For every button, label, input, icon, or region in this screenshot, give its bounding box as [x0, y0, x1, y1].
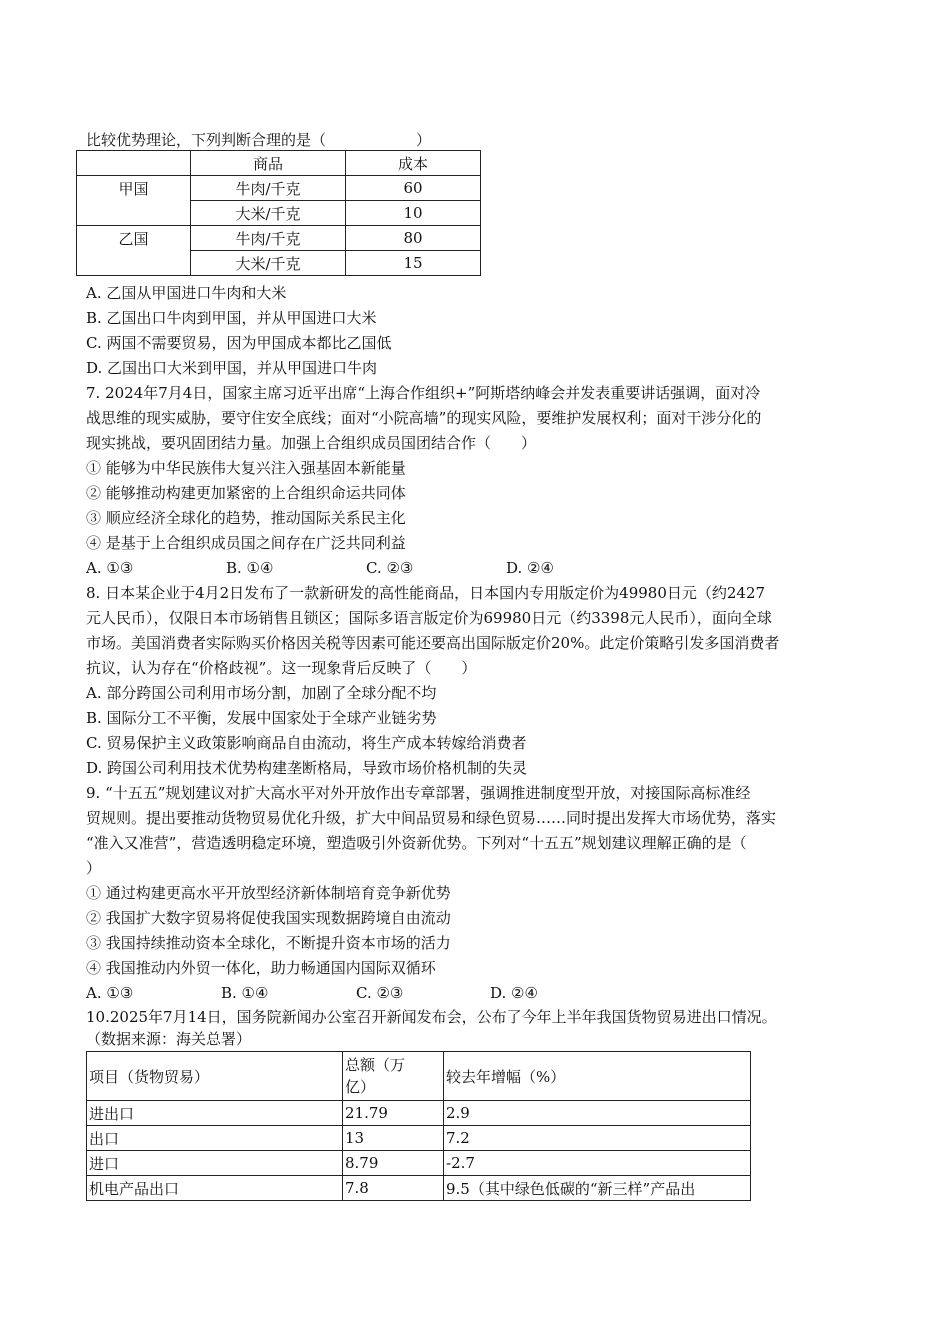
table-cell: 21.79 [343, 1101, 444, 1126]
header-text: 总额（万 [345, 1056, 406, 1074]
table-cell: 机电产品出口 [87, 1176, 343, 1201]
table-cell: 出口 [87, 1126, 343, 1151]
table-cell: 2.9 [444, 1101, 751, 1126]
q9-choice-d: D. ②④ [490, 984, 538, 1002]
q7-choice-a: A. ①③ [86, 559, 134, 577]
table-cell: 7.8 [343, 1176, 444, 1201]
table-cell: 80 [346, 226, 481, 251]
q7-statement: ① 能够为中华民族伟大复兴注入强基固本新能量 [86, 459, 406, 477]
q6-option-c: C. 两国不需要贸易，因为甲国成本都比乙国低 [86, 334, 392, 352]
q9-choice-a: A. ①③ [86, 984, 134, 1002]
q9-stem-line: 贸规则。提出要推动货物贸易优化升级，扩大中间品贸易和绿色贸易……同时提出发挥大市场优势，落实 [86, 809, 777, 827]
table-cell: 7.2 [444, 1126, 751, 1151]
q8-option-d: D. 跨国公司利用技术优势构建垄断格局，导致市场价格机制的失灵 [86, 759, 528, 777]
q6-option-a: A. 乙国从甲国进口牛肉和大米 [86, 284, 287, 302]
q9-stem-line: “准入又准营”，营造透明稳定环境，塑造吸引外资新优势。下列对“十五五”规划建议理解正确的是（ [86, 834, 747, 852]
q8-stem-line: 8. 日本某企业于4月2日发布了一款新研发的高性能商品，日本国内专用版定价为49980日元（约2427 [86, 584, 766, 602]
table-row [77, 176, 481, 201]
table-header-cell: 项目（货物贸易） [87, 1052, 343, 1101]
q9-statement: ① 通过构建更高水平开放型经济新体制培育竞争新优势 [86, 884, 451, 902]
table-row [87, 1126, 751, 1151]
header-text: 亿） [345, 1078, 376, 1096]
table-header-cell: 较去年增幅（%） [444, 1052, 751, 1101]
table-header-cell [77, 151, 191, 176]
table-header-row [77, 151, 481, 176]
table-row [87, 1151, 751, 1176]
q7-choice-d: D. ②④ [506, 559, 554, 577]
q8-option-c: C. 贸易保护主义政策影响商品自由流动，将生产成本转嫁给消费者 [86, 734, 527, 752]
q7-statement: ② 能够推动构建更加紧密的上合组织命运共同体 [86, 484, 406, 502]
q10-stem-line: 10.2025年7月14日，国务院新闻办公室召开新闻发布会，公布了今年上半年我国货物贸易进出口情况。 [86, 1008, 777, 1026]
country-cell: 甲国 [77, 176, 191, 226]
table-row [87, 1101, 751, 1126]
q8-stem-line: 抗议，认为存在“价格歧视”。这一现象背后反映了（ ） [86, 659, 477, 677]
q9-statement: ③ 我国持续推动资本全球化，不断提升资本市场的活力 [86, 934, 451, 952]
table-row [77, 226, 481, 251]
table-header-cell: 成本 [346, 151, 481, 176]
q10-source-note: （数据来源：海关总署） [86, 1030, 252, 1048]
q7-statement: ④ 是基于上合组织成员国之间存在广泛共同利益 [86, 534, 406, 552]
table-cell: 13 [343, 1126, 444, 1151]
q7-choice-c: C. ②③ [366, 559, 414, 577]
q7-stem-line: 7. 2024年7月4日，国家主席习近平出席“上海合作组织+”阿斯塔纳峰会并发表重要讲话强调，面对冷 [86, 384, 761, 402]
table-cell: 进出口 [87, 1101, 343, 1126]
q10-trade-table [86, 1051, 751, 1201]
table-cell: 15 [346, 251, 481, 276]
q9-stem-line: ） [86, 859, 102, 877]
q8-stem-line: 元人民币），仅限日本市场销售且锁区；国际多语言版定价为69980日元（约3398元人民币），面向全球 [86, 609, 772, 627]
table-cell: 牛肉/千克 [191, 176, 346, 201]
q6-option-d: D. 乙国出口大米到甲国，并从甲国进口牛肉 [86, 359, 378, 377]
table-cell: 9.5（其中绿色低碳的“新三样”产品出 [444, 1176, 751, 1201]
q7-statement: ③ 顺应经济全球化的趋势，推动国际关系民主化 [86, 509, 406, 527]
table-cell: 8.79 [343, 1151, 444, 1176]
table-cell: 大米/千克 [191, 201, 346, 226]
q6-option-b: B. 乙国出口牛肉到甲国，并从甲国进口大米 [86, 309, 377, 327]
table-cell: 10 [346, 201, 481, 226]
table-cell: 60 [346, 176, 481, 201]
q9-statement: ② 我国扩大数字贸易将促使我国实现数据跨境自由流动 [86, 909, 451, 927]
q8-option-a: A. 部分跨国公司利用市场分割，加剧了全球分配不均 [86, 684, 437, 702]
q8-stem-line: 市场。美国消费者实际购买价格因关税等因素可能还要高出国际版定价20%。此定价策略引发多国消费者 [86, 634, 780, 652]
table-header-cell: 商品 [191, 151, 346, 176]
q7-stem-line: 现实挑战，要巩固团结力量。加强上合组织成员国团结合作（ ） [86, 434, 537, 452]
table-cell: -2.7 [444, 1151, 751, 1176]
q9-choice-b: B. ①④ [221, 984, 269, 1002]
q7-choice-b: B. ①④ [226, 559, 274, 577]
q6-stem: 比较优势理论，下列判断合理的是（ ） [86, 131, 432, 149]
country-cell: 乙国 [77, 226, 191, 276]
table-row [87, 1176, 751, 1201]
q9-stem-line: 9. “十五五”规划建议对扩大高水平对外开放作出专章部署，强调推进制度型开放，对接国际高标准经 [86, 784, 751, 802]
table-cell: 进口 [87, 1151, 343, 1176]
q9-choice-c: C. ②③ [356, 984, 404, 1002]
table-header-cell [343, 1052, 444, 1101]
table-header-row [87, 1052, 751, 1101]
table-cell: 牛肉/千克 [191, 226, 346, 251]
q7-stem-line: 战思维的现实威胁，要守住安全底线；面对“小院高墙”的现实风险，要维护发展权利；面对干涉分化的 [86, 409, 762, 427]
q9-statement: ④ 我国推动内外贸一体化，助力畅通国内国际双循环 [86, 959, 436, 977]
q8-option-b: B. 国际分工不平衡，发展中国家处于全球产业链劣势 [86, 709, 437, 727]
table-cell: 大米/千克 [191, 251, 346, 276]
q6-cost-table [76, 150, 481, 276]
